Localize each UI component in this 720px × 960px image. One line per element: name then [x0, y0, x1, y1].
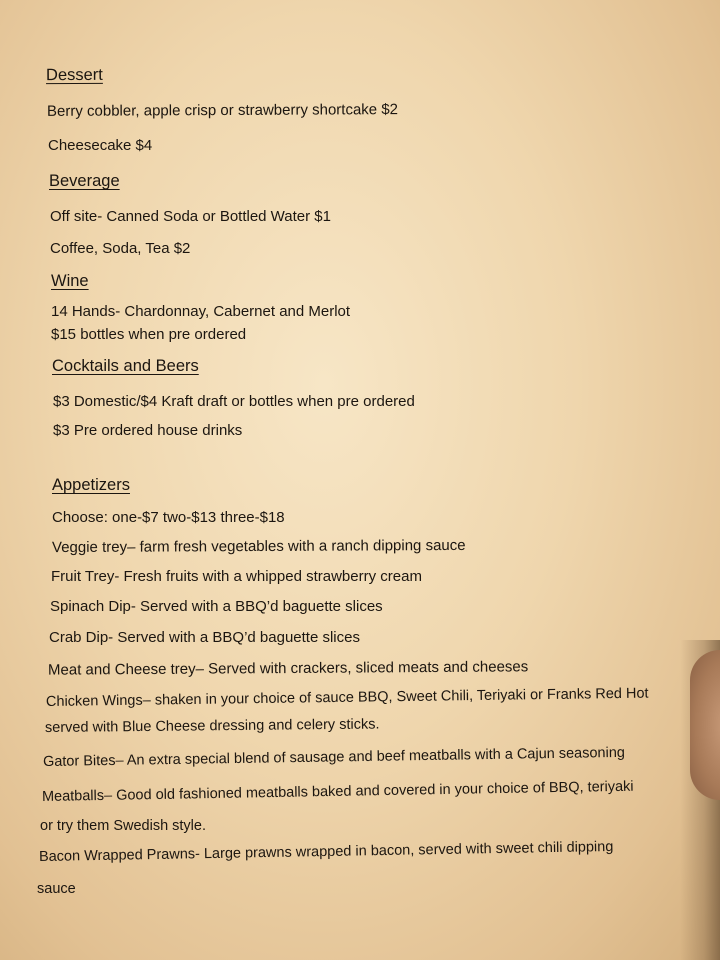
- cocktails-heading: Cocktails and Beers: [52, 357, 199, 375]
- menu-item: Cheesecake $4: [48, 137, 153, 154]
- menu-item: served with Blue Cheese dressing and celery sticks.: [44, 716, 380, 736]
- menu-item: Berry cobbler, apple crisp or strawberry shortcake $2: [46, 101, 399, 120]
- menu-item: 14 Hands- Chardonnay, Cabernet and Merlot: [51, 303, 351, 320]
- menu-item: $3 Domestic/$4 Kraft draft or bottles when pre ordered: [53, 393, 415, 410]
- menu-item: Coffee, Soda, Tea $2: [50, 240, 191, 257]
- menu-item: Bacon Wrapped Prawns- Large prawns wrapped in bacon, served with sweet chili dipping: [38, 838, 614, 865]
- wine-heading: Wine: [51, 272, 89, 290]
- menu-item: Spinach Dip- Served with a BBQ’d baguette slices: [50, 598, 383, 615]
- menu-item: Fruit Trey- Fresh fruits with a whipped strawberry cream: [51, 568, 422, 585]
- beverage-heading: Beverage: [49, 172, 120, 190]
- menu-item: Gator Bites– An extra special blend of sausage and beef meatballs with a Cajun seasoning: [42, 744, 626, 770]
- menu-item: Off site- Canned Soda or Bottled Water $1: [50, 208, 331, 225]
- menu-item: or try them Swedish style.: [40, 818, 206, 834]
- menu-item: Crab Dip- Served with a BBQ’d baguette slices: [49, 629, 360, 646]
- menu-item: Chicken Wings– shaken in your choice of sauce BBQ, Sweet Chili, Teriyaki or Franks Red Hot: [45, 685, 649, 710]
- menu-item: $15 bottles when pre ordered: [51, 326, 247, 343]
- appetizers-heading: Appetizers: [52, 476, 130, 494]
- menu-item: Choose: one-$7 two-$13 three-$18: [52, 509, 285, 526]
- menu-item: Veggie trey– farm fresh vegetables with a ranch dipping sauce: [51, 536, 466, 557]
- thumb: [690, 650, 720, 800]
- dessert-heading: Dessert: [45, 65, 103, 85]
- menu-item: Meat and Cheese trey– Served with crackers, sliced meats and cheeses: [47, 658, 529, 679]
- menu-item: sauce: [37, 881, 76, 897]
- menu-item: Meatballs– Good old fashioned meatballs baked and covered in your choice of BBQ, teriyaki: [41, 778, 634, 805]
- menu-item: $3 Pre ordered house drinks: [53, 422, 243, 439]
